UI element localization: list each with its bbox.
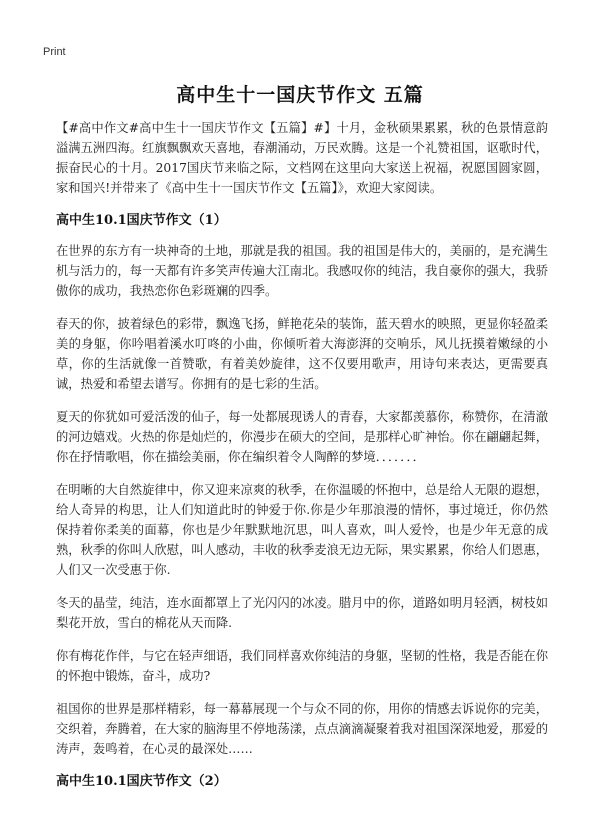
print-link[interactable]: Print [43,46,66,58]
page-title: 高中生十一国庆节作文 五篇 [176,84,424,106]
paragraph: 冬天的晶莹，纯洁，连水面都罩上了光闪闪的冰凌。腊月中的你，道路如明月轻洒，树枝如梨花开放，雪白的棉花从天而降. [56,596,548,630]
paragraph: 祖国你的世界是那样精彩，每一幕幕展现一个与众不同的你，用你的情感去诉说你的完美，交织着，奔腾着，在大家的脑海里不停地荡漾，点点滴滴凝聚着我对祖国深深地爱，那爱的涛声，轰鸣着，在心灵的最深处…… [56,702,548,756]
intro-paragraph: 【#高中作文#高中生十一国庆节作文【五篇】#】十月，金秋硕果累累，秋的色景情意韵溢满五洲四海。红旗飘飘欢天喜地，春潮涌动，万民欢腾。这是一个礼赞祖国，讴歌时代，振奋民心的十月。2017国庆节来临之际，文档网在这里向大家送上祝福，祝愿国圆家圆，家和国兴!并带来了《高中生十一国庆节作文【五篇】》，欢迎大家阅读。 [56,121,548,195]
article-body [56,118,548,802]
paragraph: 你有梅花作伴，与它在轻声细语，我们同样喜欢你纯洁的身躯，坚韧的性格，我是否能在你的怀抱中锻炼，奋斗，成功? [56,649,548,683]
section-heading-1: 高中生10.1国庆节作文（1） [56,213,227,228]
paragraph: 春天的你，披着绿色的彩带，飘逸飞扬，鲜艳花朵的装饰，蓝天碧水的映照，更显你轻盈柔美的身躯，你吟唱着溪水叮咚的小曲，你倾听着大海澎湃的交响乐，风儿抚摸着嫩绿的小草，你的生活就像一首赞歌，有着美妙旋律，这不仅要用歌声，用诗句来表达，更需要真诚，热爱和希望去谱写。你拥有的是七彩的生活。 [56,317,548,391]
section-heading-2: 高中生10.1国庆节作文（2） [56,774,227,789]
paragraph: 在世界的东方有一块神奇的土地，那就是我的祖国。我的祖国是伟大的，美丽的，是充满生机与活力的，每一天都有许多笑声传遍大江南北。我感叹你的纯洁，我自豪你的强大，我骄傲你的成功，我热恋你色彩斑斓的四季。 [56,244,548,298]
paragraph: 夏天的你犹如可爱活泼的仙子，每一处都展现诱人的青春，大家都羡慕你，称赞你，在清澈的河边嬉戏。火热的你是灿烂的，你漫步在硕大的空间，是那样心旷神怡。你在翩翩起舞，你在抒情歌唱，你在描绘美丽，你在编织着令人陶醉的梦境．．．．．．． [56,410,548,464]
paragraph: 在明晰的大自然旋律中，你又迎来凉爽的秋季，在你温暖的怀抱中，总是给人无限的遐想，给人奇异的构思，让人们知道此时的钟爱于你.你是少年那浪漫的情怀，事过境迁，你仍然保持着你柔美的面幕，你也是少年默默地沉思，叫人喜欢，叫人爱怜，也是少年无意的成熟，秋季的你叫人欣慰，叫人感动，丰收的秋季麦浪无边无际，果实累累，你给人们恩惠，人们又一次受惠于你. [56,483,548,577]
